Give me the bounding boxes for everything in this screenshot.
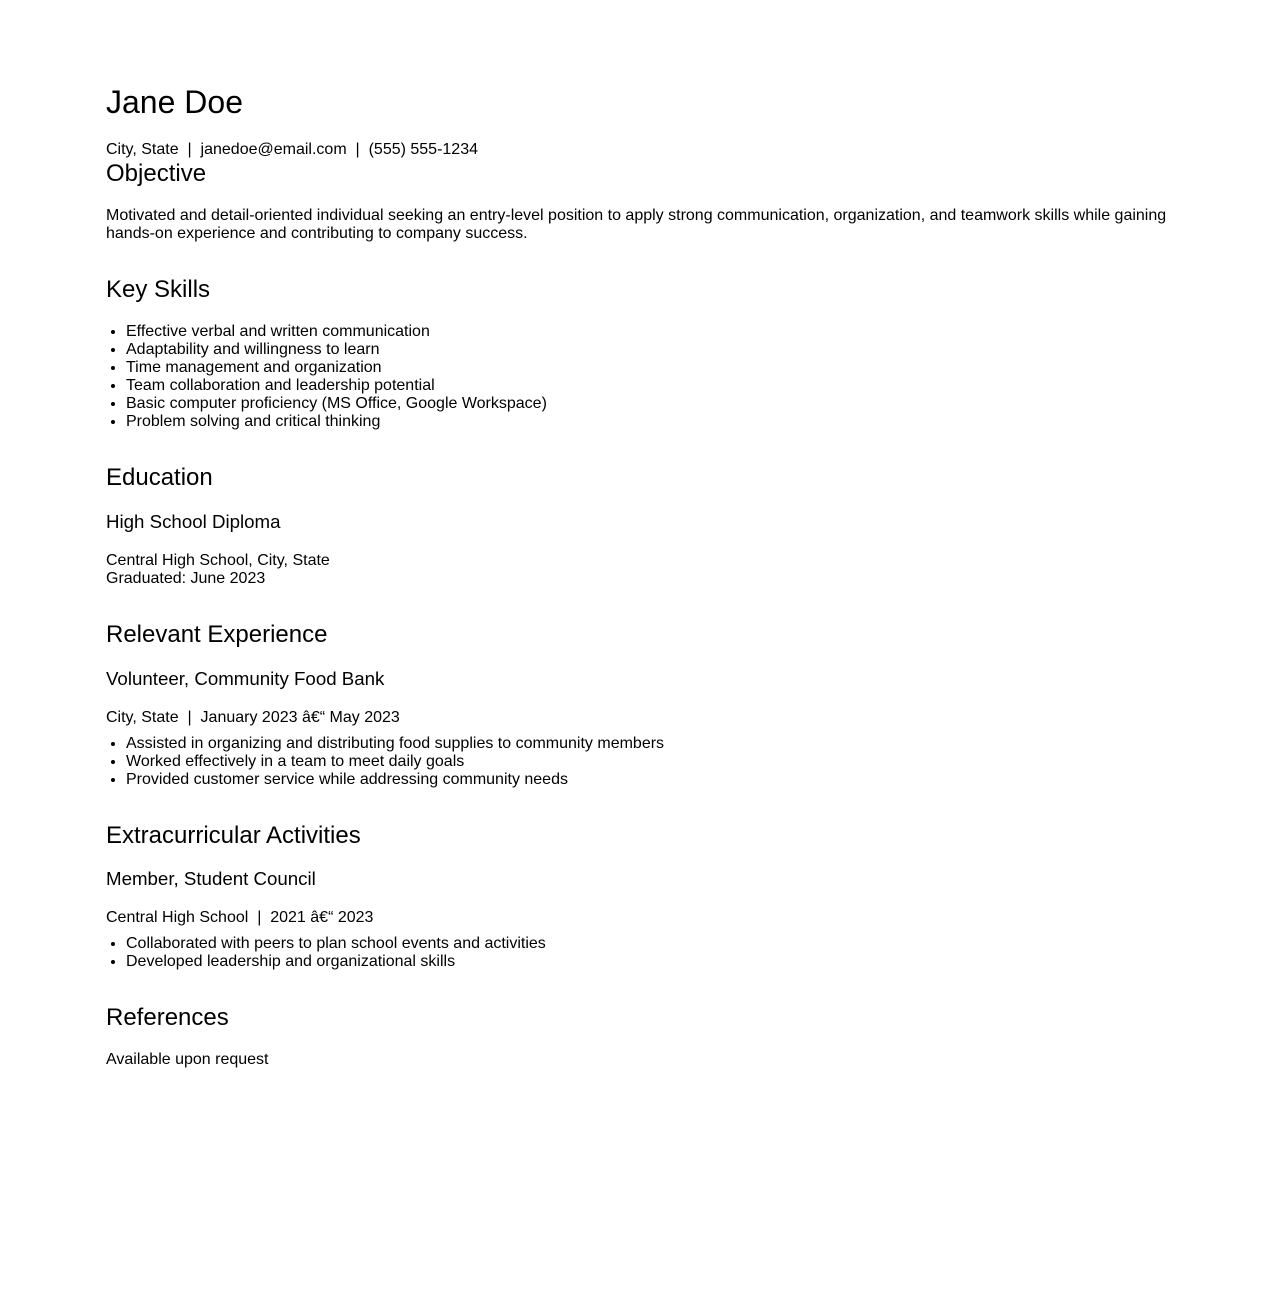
activities-heading: Extracurricular Activities (106, 822, 361, 849)
list-item: • Basic computer proficiency (MS Office, Google Workspace) (126, 395, 547, 413)
references-heading: References (106, 1004, 229, 1031)
experience-list (106, 735, 664, 789)
activities-meta: Central High School | 2021 â€“ 2023 (106, 909, 374, 926)
list-item: • Assisted in organizing and distributing food supplies to community members (126, 735, 664, 753)
experience-role: Volunteer, Community Food Bank (106, 668, 385, 689)
activities-role: Member, Student Council (106, 868, 316, 889)
education-school: Central High School, City, State (106, 552, 330, 569)
list-item: • Effective verbal and written communication (126, 323, 547, 341)
education-graduated: Graduated: June 2023 (106, 570, 266, 587)
experience-meta: City, State | January 2023 â€“ May 2023 (106, 709, 400, 726)
candidate-name: Jane Doe (106, 84, 243, 120)
contact-line: City, State | janedoe@email.com | (555) 555-1234 (106, 141, 478, 158)
list-item: • Provided customer service while addressing community needs (126, 771, 664, 789)
list-item: • Worked effectively in a team to meet daily goals (126, 753, 664, 771)
experience-heading: Relevant Experience (106, 621, 328, 648)
references-text: Available upon request (106, 1051, 269, 1068)
list-item: • Team collaboration and leadership potential (126, 377, 547, 395)
list-item: • Developed leadership and organizational skills (126, 953, 546, 971)
list-item: • Collaborated with peers to plan school events and activities (126, 935, 546, 953)
list-item: • Adaptability and willingness to learn (126, 341, 547, 359)
education-heading: Education (106, 464, 213, 491)
list-item: • Problem solving and critical thinking (126, 413, 547, 431)
education-degree: High School Diploma (106, 511, 281, 532)
skills-list (106, 323, 547, 431)
objective-heading: Objective (106, 160, 207, 187)
list-item: • Time management and organization (126, 359, 547, 377)
activities-list (106, 935, 546, 971)
skills-heading: Key Skills (106, 276, 211, 303)
objective-text: Motivated and detail-oriented individual seeking an entry-level position to apply strong communication, organization, and teamwork skills while gaining hands-on experience and contributing to company success. (106, 207, 1167, 242)
